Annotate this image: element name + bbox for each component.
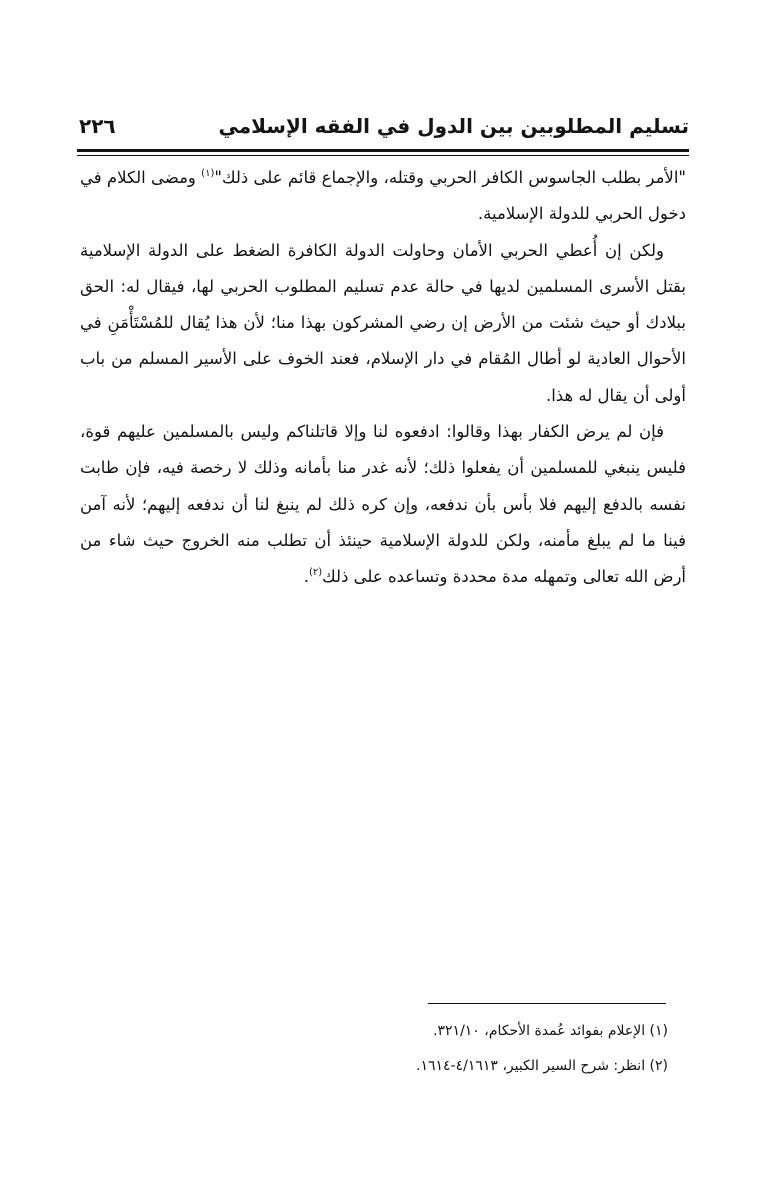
page-number: ٢٢٦ [79,114,116,138]
body-text [80,160,686,596]
header-title: تسليم المطلوبين بين الدول في الفقه الإسلامي [218,114,689,138]
paragraph-3-end: . [303,567,309,587]
paragraph-1 [80,160,686,233]
quote-text: "الأمر بطلب الجاسوس الكافر الحربي وقتله، والإجماع قائم على ذلك" [214,168,686,187]
footnote-2: (٢) انظر: شرح السير الكبير، ٤/١٦١٣-١٦١٤. [415,1058,668,1074]
paragraph-3 [80,414,686,595]
running-header [77,108,689,148]
paragraph-3-text: فإن لم يرض الكفار بهذا وقالوا: ادفعوه لنا وإلا قاتلناكم وليس بالمسلمين عليهم قوة، فليس ينبغي للمسلمين أن يفعلوا ذلك؛ لأنه غدر منا بأمانه وذلك لا رخصة فيه، فإن طابت نفسه بالدفع إليهم فلا بأس بأن ندفعه، وإن كره ذلك لم ينبغ لنا أن ندفعه إليهم؛ لأنه آمن فينا ما لم يبلغ مأمنه، ولكن للدولة الإسلامية حينئذ أن تطلب منه الخروج حيث شاء من أرض الله تعالى وتمهله مدة محددة وتساعده على ذلك [80,422,686,587]
paragraph-2: ولكن إن أُعطي الحربي الأمان وحاولت الدولة الكافرة الضغط على الدولة الإسلامية بقتل الأسرى المسلمين لديها في حالة عدم تسليم المطلوب الحربي لها، فيقال له: الحق ببلادك أو حيث شئت من الأرض إن رضي المشركون بهذا منا؛ لأن هذا يُقال للمُسْتَأْمَنِ في الأحوال العادية لو أطال المُقام في دار الإسلام، فعند الخوف على الأسير المسلم من باب أولى أن يقال له هذا. [80,240,686,405]
header-rule-thin [77,155,689,156]
footnote-separator [428,1003,666,1004]
header-rule-thick [77,149,689,152]
footnote-ref-1[interactable]: (١) [201,168,215,179]
paragraph-1-tail: ومضى الكلام في دخول الحربي للدولة الإسلامية. [80,168,686,224]
footnote-ref-2[interactable]: (٢) [308,567,323,579]
footnotes [80,1014,668,1084]
footnote-1: (١) الإعلام بفوائد عُمدة الأحكام، ٣٢١/١٠. [433,1023,668,1039]
